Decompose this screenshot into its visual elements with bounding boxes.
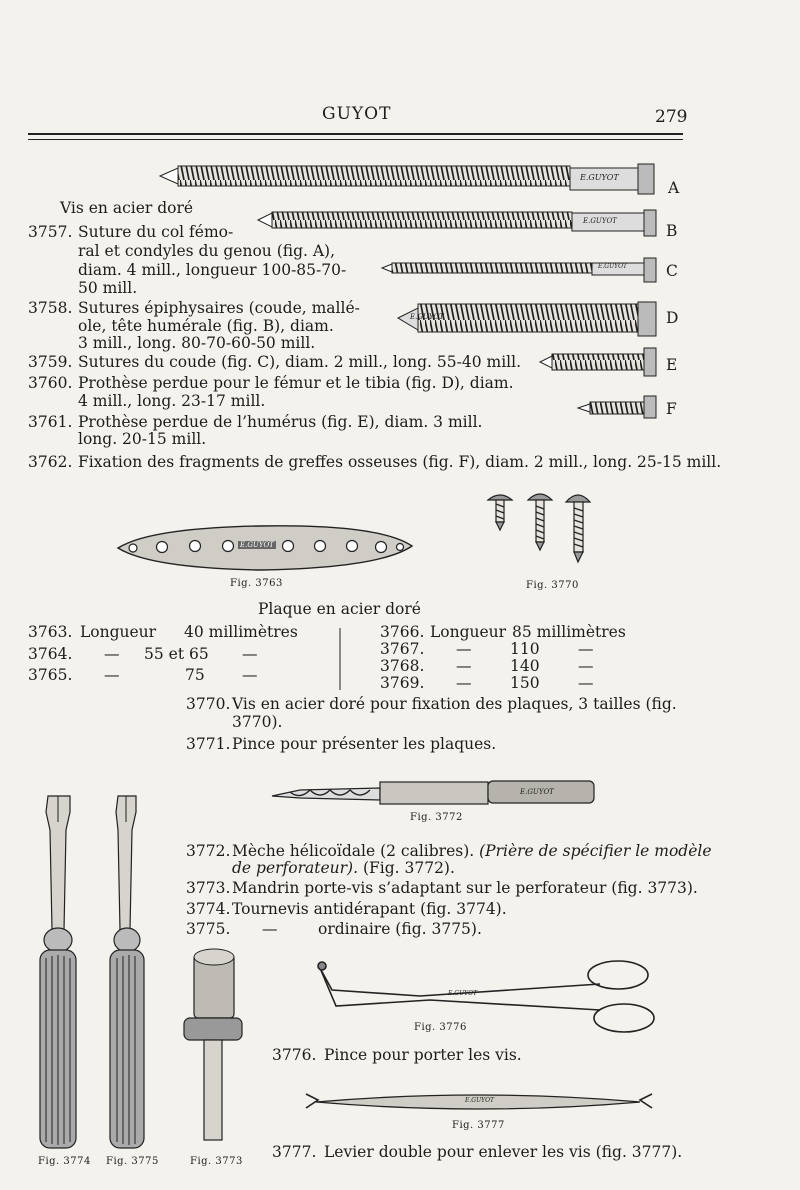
plate-3768-value: 140: [510, 657, 540, 675]
running-header-title: GUYOT: [322, 104, 392, 124]
item-3772-text1: Mèche hélicoïdale (2 calibres).: [232, 842, 480, 860]
item-3758-line3: 3 mill., long. 80-70-60-50 mill.: [78, 334, 316, 352]
plate-3767-value: 110: [510, 640, 540, 658]
item-3757-num: 3757.: [28, 223, 73, 241]
fig-3777-caption: Fig. 3777: [452, 1120, 505, 1131]
item-3777-num: 3777.: [272, 1143, 317, 1161]
fig-3775-caption: Fig. 3775: [106, 1156, 159, 1167]
stamp-c: E.GUYOT: [598, 263, 628, 270]
label-d: D: [666, 309, 679, 327]
item-3760-line2: 4 mill., long. 23-17 mill.: [78, 392, 266, 410]
item-3772-line2: [232, 860, 455, 877]
plate-3766-value: 85 millimètres: [512, 623, 626, 641]
item-3775-num: 3775.: [186, 920, 231, 938]
stamp-a: E.GUYOT: [580, 173, 619, 182]
item-3776-num: 3776.: [272, 1046, 317, 1064]
item-3776-text: Pince pour porter les vis.: [324, 1046, 522, 1064]
plate-3766-num: 3766.: [380, 623, 425, 641]
item-3761-num: 3761.: [28, 413, 73, 431]
item-3757-line3: diam. 4 mill., longueur 100-85-70-: [78, 261, 347, 279]
item-3775-dash: —: [262, 920, 278, 938]
item-3772-italic2: de perforateur).: [232, 859, 359, 877]
label-b: B: [666, 222, 678, 240]
item-3757-line2: ral et condyles du genou (fig. A),: [78, 242, 336, 260]
screwdriver-ordinary: [110, 796, 144, 1148]
fig-3773-caption: Fig. 3773: [190, 1156, 243, 1167]
fig-3772-caption: Fig. 3772: [410, 812, 463, 823]
item-3771-num: 3771.: [186, 735, 231, 753]
item-3760-num: 3760.: [28, 374, 73, 392]
plate-3764-value: 55 et 65: [144, 645, 209, 663]
plate-3768-num: 3768.: [380, 657, 425, 675]
label-c: C: [666, 262, 678, 280]
item-3761-line2: long. 20-15 mill.: [78, 430, 207, 448]
plate-3764-num: 3764.: [28, 645, 73, 663]
item-3762-num: 3762.: [28, 453, 73, 471]
item-3775-text: ordinaire (fig. 3775).: [318, 920, 482, 938]
item-3761-line1: Prothèse perdue de l’humérus (fig. E), diam. 3 mill.: [78, 413, 483, 431]
plate-3764-label: —: [104, 645, 120, 663]
item-3777-text: Levier double pour enlever les vis (fig. 3777).: [324, 1143, 683, 1161]
fig-3763-caption: Fig. 3763: [230, 578, 283, 589]
screw-chuck: [184, 949, 242, 1140]
plate-3767-num: 3767.: [380, 640, 425, 658]
item-3758-line2: ole, tête humérale (fig. B), diam.: [78, 317, 334, 335]
plate-3767-label: —: [456, 640, 472, 658]
item-3772-italic1: (Prière de spécifier le modèle: [479, 842, 712, 860]
forceps-stamp: E.GUYOT: [448, 990, 478, 997]
item-3770-line2: 3770).: [232, 713, 283, 731]
plate-3767-unit: —: [578, 640, 594, 658]
fig-3770-caption: Fig. 3770: [526, 580, 579, 591]
plate-3769-unit: —: [578, 674, 594, 692]
item-3774-text: Tournevis antidérapant (fig. 3774).: [232, 900, 507, 918]
item-3760-line1: Prothèse perdue pour le fémur et le tibia (fig. D), diam.: [78, 374, 514, 392]
item-3757-line1: Suture du col fémo-: [78, 223, 234, 241]
plate-3768-label: —: [456, 657, 472, 675]
item-3773-num: 3773.: [186, 879, 231, 897]
plate-3769-label: —: [456, 674, 472, 692]
plate-3763-num: 3763.: [28, 623, 73, 641]
screws-intro: Vis en acier doré: [60, 199, 194, 217]
plate-stamp: E.GUYOT: [240, 541, 274, 549]
plates-heading: Plaque en acier doré: [258, 600, 421, 618]
plate-3765-label: —: [104, 666, 120, 684]
item-3758-line1: Sutures épiphysaires (coude, mallé-: [78, 299, 360, 317]
plate-3768-unit: —: [578, 657, 594, 675]
item-3772-line1: [232, 843, 712, 860]
label-a: A: [668, 179, 680, 197]
item-3771-text: Pince pour présenter les plaques.: [232, 735, 497, 753]
item-3759-num: 3759.: [28, 353, 73, 371]
screw-forceps: [318, 961, 654, 1032]
item-3772-num: 3772.: [186, 842, 231, 860]
item-3759-line1: Sutures du coude (fig. C), diam. 2 mill., long. 55-40 mill.: [78, 353, 522, 371]
lever-stamp: E.GUYOT: [465, 1097, 495, 1104]
plate-3769-num: 3769.: [380, 674, 425, 692]
stamp-b: E.GUYOT: [583, 217, 617, 225]
plate-3763-value: 40 millimètres: [184, 623, 298, 641]
item-3770-line1: Vis en acier doré pour fixation des plaques, 3 tailles (fig.: [232, 695, 677, 713]
screwdriver-antislip: [40, 796, 76, 1148]
plate-3763-label: Longueur: [80, 623, 157, 641]
item-3758-num: 3758.: [28, 299, 73, 317]
item-3762-line1: Fixation des fragments de greffes osseuses (fig. F), diam. 2 mill., long. 25-15 mill.: [78, 453, 722, 471]
item-3770-num: 3770.: [186, 695, 231, 713]
plate-3765-value: 75: [185, 666, 205, 684]
item-3772-text2: (Fig. 3772).: [358, 859, 455, 877]
plate-3765-unit: —: [242, 666, 258, 684]
drill-stamp: E.GUYOT: [520, 788, 554, 796]
item-3757-line4: 50 mill.: [78, 279, 138, 297]
item-3773-text: Mandrin porte-vis s’adaptant sur le perforateur (fig. 3773).: [232, 879, 698, 897]
item-3774-num: 3774.: [186, 900, 231, 918]
plate-3764-unit: —: [242, 645, 258, 663]
plate-3769-value: 150: [510, 674, 540, 692]
plate-3765-num: 3765.: [28, 666, 73, 684]
label-e: E: [666, 356, 678, 374]
label-f: F: [666, 400, 677, 418]
fig-3776-caption: Fig. 3776: [414, 1022, 467, 1033]
stamp-d: E.GUYOT: [410, 313, 444, 321]
fig-3774-caption: Fig. 3774: [38, 1156, 91, 1167]
plate-3766-label: Longueur: [430, 623, 507, 641]
page-number: 279: [655, 107, 688, 127]
